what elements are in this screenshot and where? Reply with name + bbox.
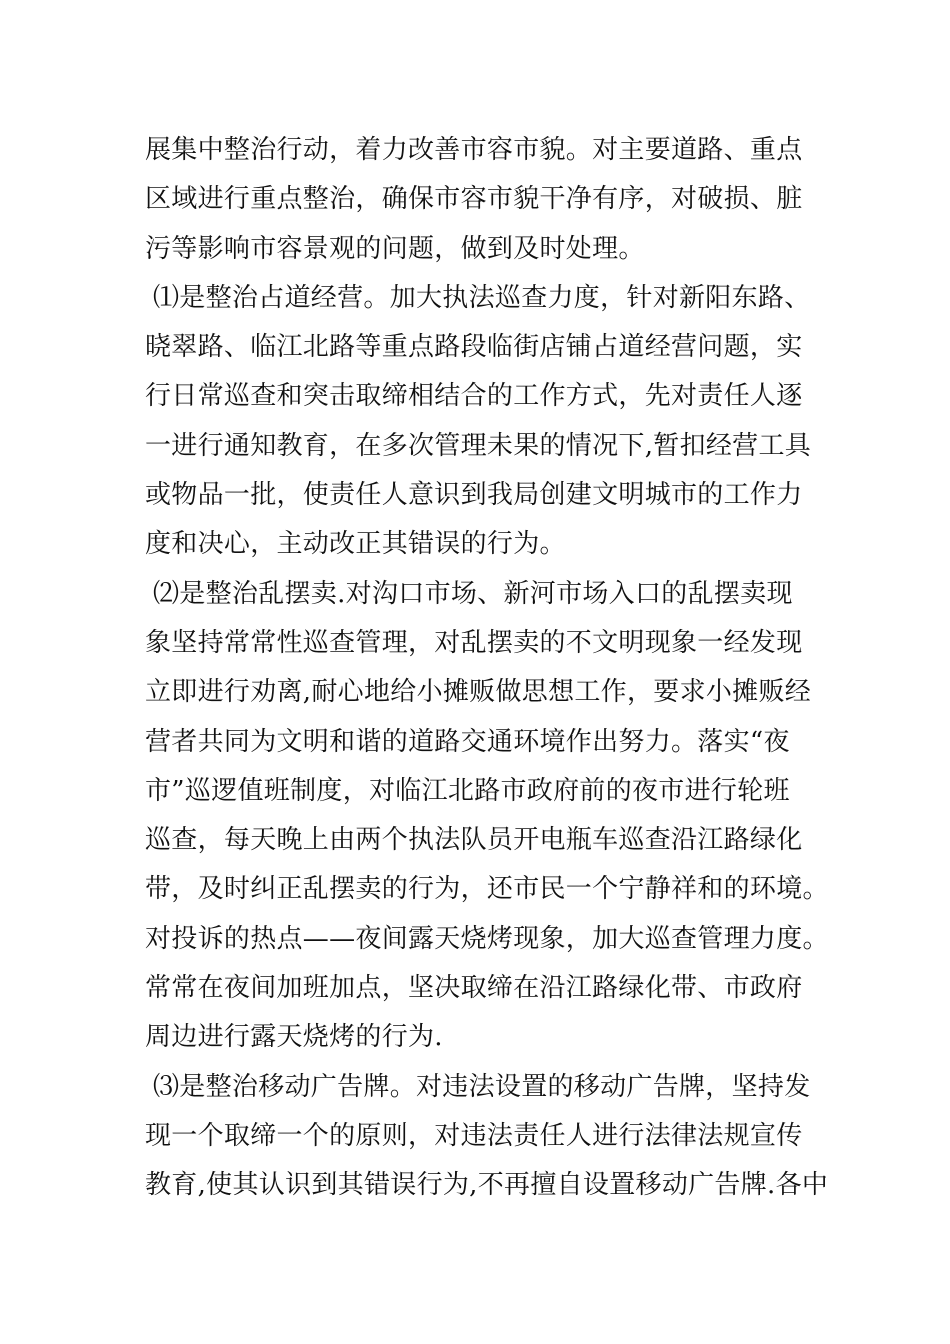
text-line: 展集中整治行动，着力改善市容市貌。对主要道路、重点 <box>145 135 803 165</box>
text-line: 带，及时纠正乱摆卖的行为，还市民一个宁静祥和的环境。 <box>145 874 829 905</box>
text-line: 常常在夜间加班加点，坚决取缔在沿江路绿化带、市政府 <box>145 973 803 1004</box>
text-line: 行日常巡查和突击取缔相结合的工作方式，先对责任人逐 <box>145 381 803 412</box>
text-line: 市”巡逻值班制度，对临江北路市政府前的夜市进行轮班 <box>145 775 790 806</box>
paragraph-2-start: ⑵是整治乱摆卖.对沟口市场、新河市场入口的乱摆卖现 <box>153 578 793 609</box>
text-line: 周边进行露天烧烤的行为. <box>145 1022 443 1053</box>
text-line: 营者共同为文明和谐的道路交通环境作出努力。落实“夜 <box>145 726 790 757</box>
text-line: 立即进行劝离,耐心地给小摊贩做思想工作，要求小摊贩经 <box>145 677 812 708</box>
paragraph-3-start: ⑶是整治移动广告牌。对违法设置的移动广告牌，坚持发 <box>153 1071 811 1102</box>
text-line: 区域进行重点整治，确保市容市貌干净有序，对破损、脏 <box>145 184 803 215</box>
text-line: 度和决心，主动改正其错误的行为。 <box>145 529 566 560</box>
text-line: 污等影响市容景观的问题，做到及时处理。 <box>145 233 645 264</box>
text-line: 晓翠路、临江北路等重点路段临街店铺占道经营问题，实 <box>145 332 803 363</box>
text-line: 或物品一批，使责任人意识到我局创建文明城市的工作力 <box>145 480 803 511</box>
text-line: 一进行通知教育，在多次管理未果的情况下,暂扣经营工具 <box>145 430 812 461</box>
body-text <box>145 126 829 1211</box>
text-line: 教育,使其认识到其错误行为,不再擅自设置移动广告牌.各中 <box>145 1170 829 1201</box>
text-line: 对投诉的热点——夜间露天烧烤现象，加大巡查管理力度。 <box>145 923 829 954</box>
text-line: 象坚持常常性巡查管理，对乱摆卖的不文明现象一经发现 <box>145 627 803 658</box>
paragraph-1-start: ⑴是整治占道经营。加大执法巡查力度，针对新阳东路、 <box>153 282 811 313</box>
text-line: 现一个取缔一个的原则，对违法责任人进行法律法规宣传 <box>145 1120 803 1151</box>
text-line: 巡查，每天晚上由两个执法队员开电瓶车巡查沿江路绿化 <box>145 825 803 856</box>
